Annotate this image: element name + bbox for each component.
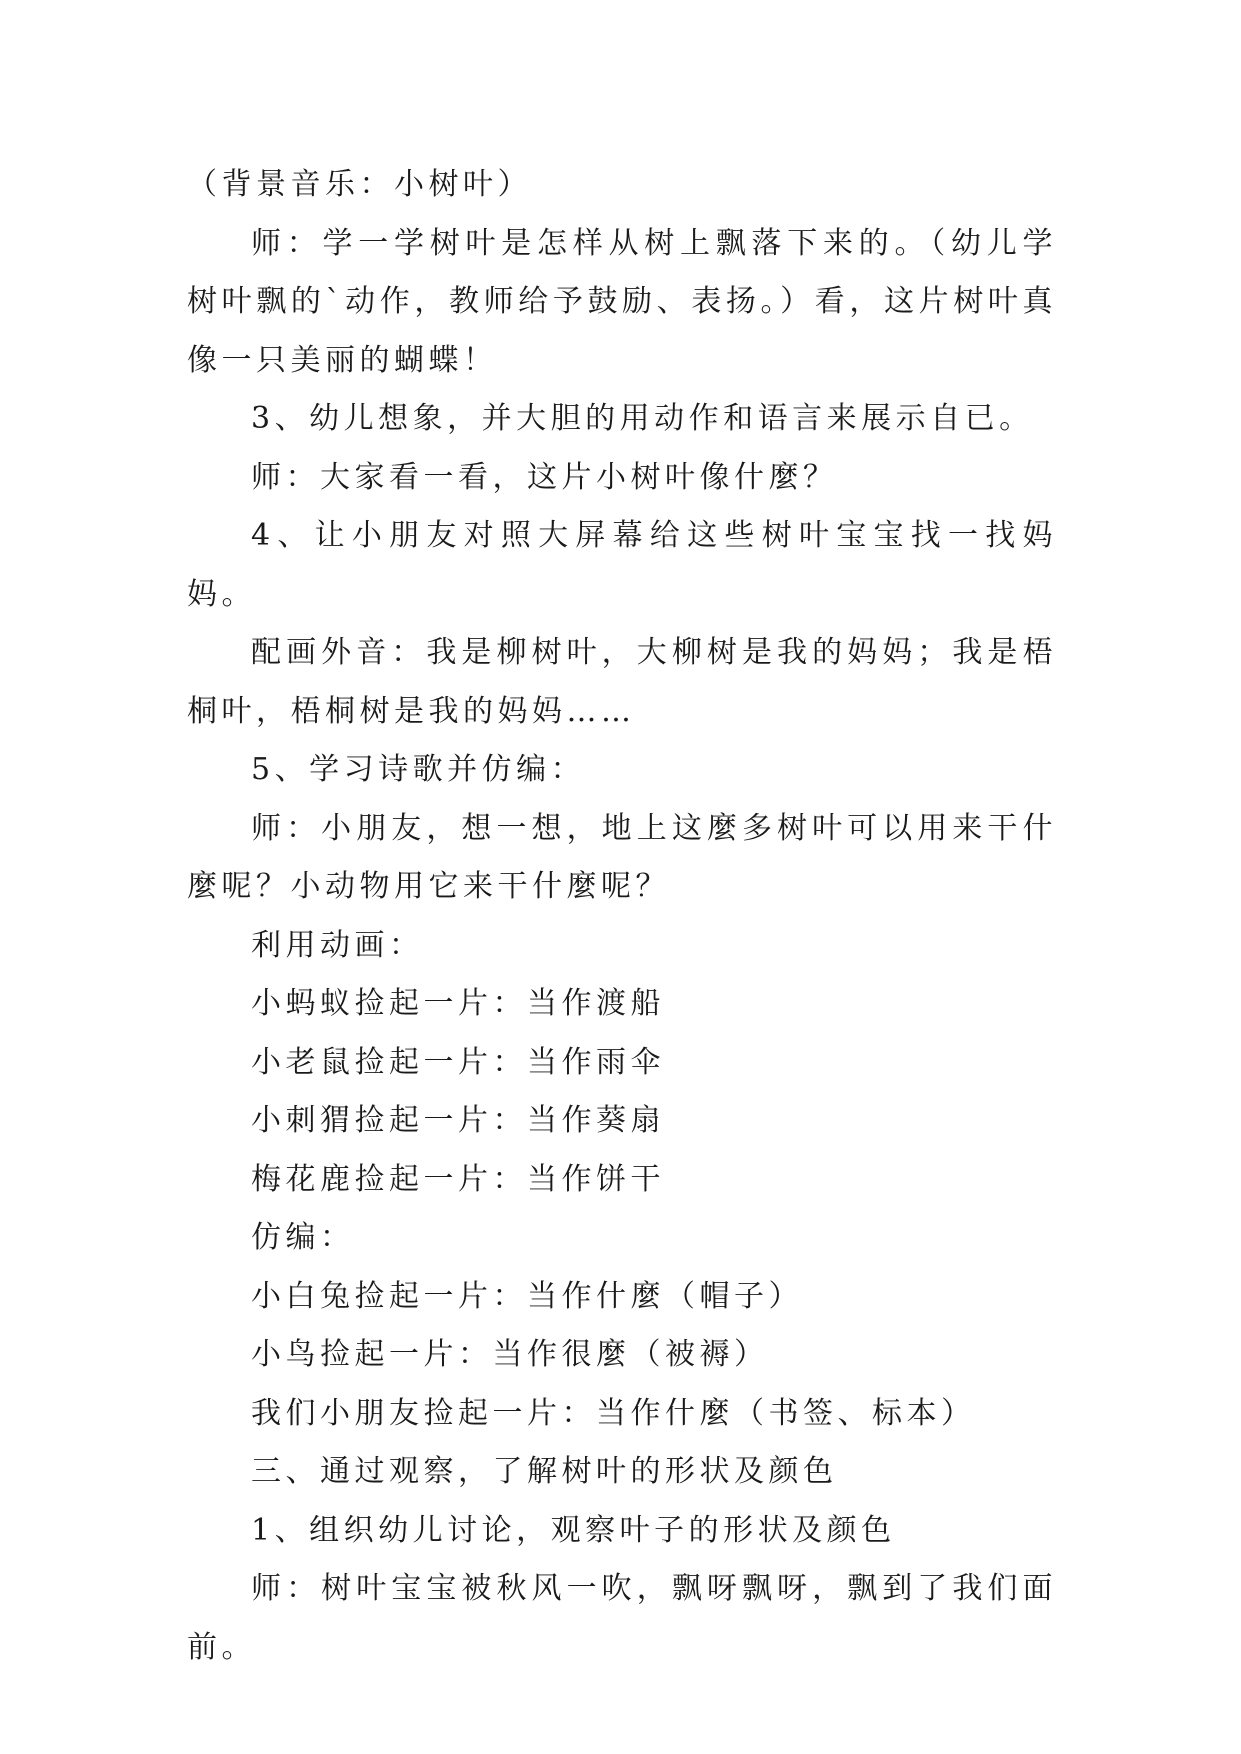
paragraph-step-4: 4、让小朋友对照大屏幕给这些树叶宝宝找一找妈妈。	[187, 518, 1057, 612]
paragraph-background-music: （背景音乐：小树叶）	[187, 167, 532, 202]
paragraph-poem-line: 小蚂蚁捡起一片：当作渡船	[251, 986, 665, 1021]
paragraph-poem-line: 小老鼠捡起一片：当作雨伞	[251, 1044, 665, 1080]
paragraph-voiceover: 配画外音：我是柳树叶，大柳树是我的妈妈；我是梧桐叶，梧桐树是我的妈妈……	[187, 635, 1057, 729]
paragraph-step-3: 3、幼儿想象，并大胆的用动作和语言来展示自已。	[251, 401, 1034, 436]
paragraph-discussion: 1、组织幼儿讨论，观察叶子的形状及颜色	[251, 1512, 896, 1548]
document-body	[187, 156, 1057, 1677]
paragraph-animation-label: 利用动画：	[251, 927, 424, 963]
paragraph-imitation-line: 小白兔捡起一片：当作什麼（帽子）	[251, 1278, 803, 1314]
paragraph-teacher-autumn-wind: 师：树叶宝宝被秋风一吹，飘呀飘呀，飘到了我们面前。	[187, 1571, 1057, 1665]
paragraph-imitation-label: 仿编：	[251, 1220, 355, 1255]
section-heading-3: 三、通过观察，了解树叶的形状及颜色	[251, 1454, 838, 1489]
paragraph-imitation-line: 我们小朋友捡起一片：当作什麼（书签、标本）	[251, 1395, 976, 1431]
paragraph-teacher-leaf-falling: 师：学一学树叶是怎样从树上飘落下来的。（幼儿学树叶飘的`动作，教师给予鼓励、表扬。）看，这片树叶真像一只美丽的蝴蝶！	[187, 225, 1057, 378]
paragraph-teacher-think: 师：小朋友，想一想，地上这麼多树叶可以用来干什麼呢？小动物用它来干什麼呢？	[187, 810, 1057, 904]
paragraph-teacher-question: 师：大家看一看，这片小树叶像什麼？	[251, 459, 838, 495]
paragraph-step-5: 5、学习诗歌并仿编：	[251, 752, 586, 787]
paragraph-imitation-line: 小鸟捡起一片：当作很麼（被褥）	[251, 1337, 769, 1372]
paragraph-poem-line: 小刺猬捡起一片：当作葵扇	[251, 1103, 665, 1138]
paragraph-poem-line: 梅花鹿捡起一片：当作饼干	[251, 1161, 665, 1197]
